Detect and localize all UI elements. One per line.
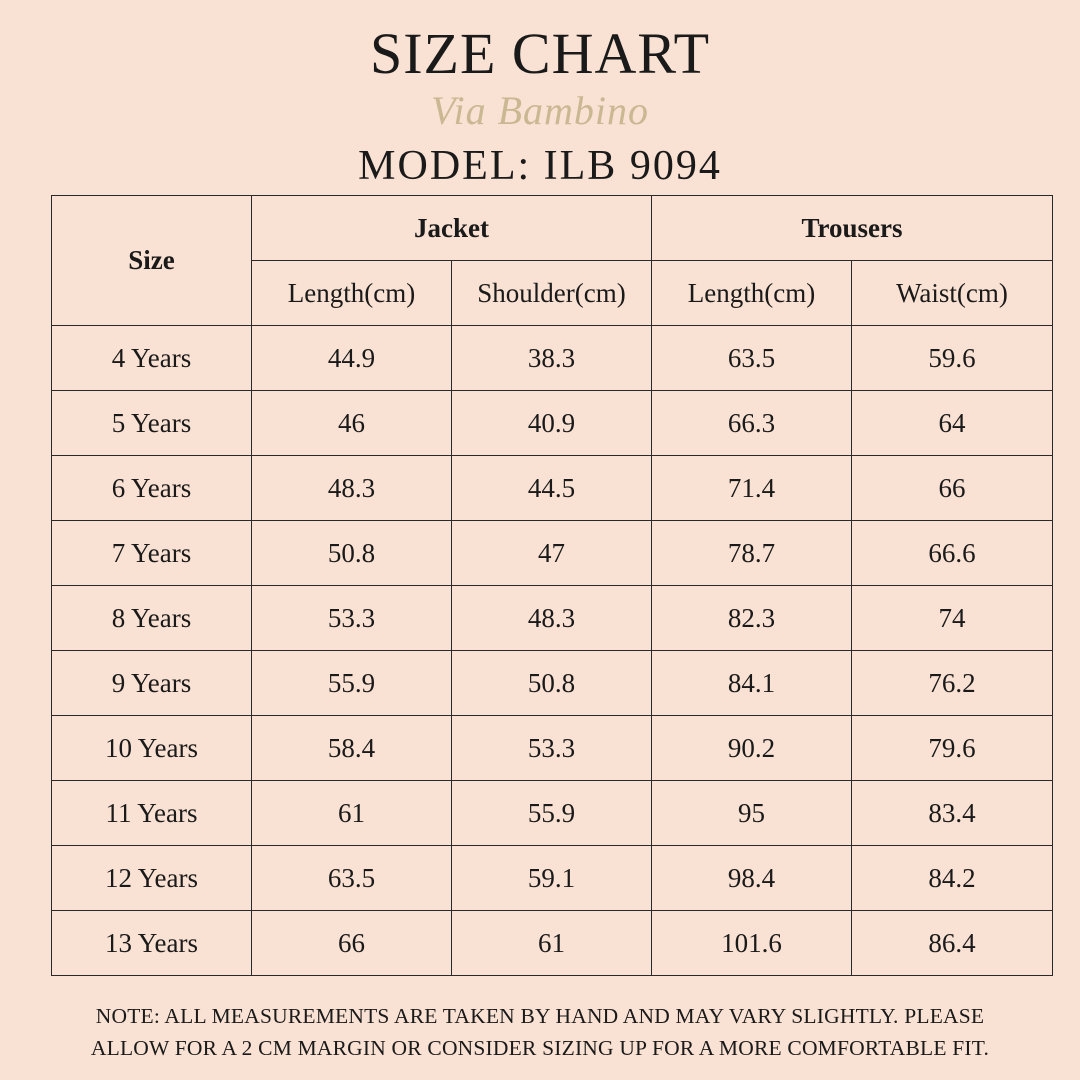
jacket-shoulder-cell: 61 bbox=[452, 911, 652, 976]
note-line-2: ALLOW FOR A 2 CM MARGIN OR CONSIDER SIZING UP FOR A MORE COMFORTABLE FIT. bbox=[90, 1036, 990, 1060]
jacket-length-cell: 46 bbox=[252, 391, 452, 456]
trousers-waist-cell: 86.4 bbox=[852, 911, 1053, 976]
jacket-group-header: Jacket bbox=[252, 196, 652, 261]
trousers-length-header: Length(cm) bbox=[652, 261, 852, 326]
size-cell: 13 Years bbox=[52, 911, 252, 976]
jacket-length-header: Length(cm) bbox=[252, 261, 452, 326]
size-cell: 4 Years bbox=[52, 326, 252, 391]
trousers-waist-cell: 83.4 bbox=[852, 781, 1053, 846]
trousers-waist-cell: 66.6 bbox=[852, 521, 1053, 586]
table-row bbox=[52, 391, 1053, 456]
table-row bbox=[52, 846, 1053, 911]
table-row bbox=[52, 781, 1053, 846]
brand-logo: Via Bambino bbox=[430, 88, 649, 133]
jacket-length-cell: 48.3 bbox=[252, 456, 452, 521]
model-number: MODEL: ILB 9094 bbox=[358, 143, 722, 189]
size-cell: 7 Years bbox=[52, 521, 252, 586]
jacket-shoulder-cell: 55.9 bbox=[452, 781, 652, 846]
table-header-row bbox=[52, 196, 1053, 261]
measurement-note bbox=[0, 1000, 1080, 1064]
size-cell: 11 Years bbox=[52, 781, 252, 846]
table-row bbox=[52, 911, 1053, 976]
trousers-length-cell: 98.4 bbox=[652, 846, 852, 911]
trousers-waist-cell: 66 bbox=[852, 456, 1053, 521]
jacket-length-cell: 44.9 bbox=[252, 326, 452, 391]
trousers-waist-cell: 64 bbox=[852, 391, 1053, 456]
jacket-length-cell: 58.4 bbox=[252, 716, 452, 781]
table-row bbox=[52, 651, 1053, 716]
size-table bbox=[51, 195, 1053, 976]
jacket-shoulder-header: Shoulder(cm) bbox=[452, 261, 652, 326]
trousers-length-cell: 66.3 bbox=[652, 391, 852, 456]
jacket-length-cell: 50.8 bbox=[252, 521, 452, 586]
jacket-shoulder-cell: 48.3 bbox=[452, 586, 652, 651]
size-cell: 8 Years bbox=[52, 586, 252, 651]
jacket-length-cell: 66 bbox=[252, 911, 452, 976]
trousers-waist-cell: 74 bbox=[852, 586, 1053, 651]
trousers-length-cell: 101.6 bbox=[652, 911, 852, 976]
jacket-shoulder-cell: 47 bbox=[452, 521, 652, 586]
trousers-waist-cell: 79.6 bbox=[852, 716, 1053, 781]
size-cell: 10 Years bbox=[52, 716, 252, 781]
trousers-waist-cell: 84.2 bbox=[852, 846, 1053, 911]
size-column-header: Size bbox=[52, 196, 252, 326]
jacket-length-cell: 61 bbox=[252, 781, 452, 846]
size-cell: 12 Years bbox=[52, 846, 252, 911]
table-row bbox=[52, 586, 1053, 651]
trousers-length-cell: 71.4 bbox=[652, 456, 852, 521]
jacket-shoulder-cell: 59.1 bbox=[452, 846, 652, 911]
table-row bbox=[52, 326, 1053, 391]
trousers-length-cell: 82.3 bbox=[652, 586, 852, 651]
jacket-length-cell: 63.5 bbox=[252, 846, 452, 911]
page-title: SIZE CHART bbox=[369, 21, 711, 86]
jacket-shoulder-cell: 53.3 bbox=[452, 716, 652, 781]
table-row bbox=[52, 521, 1053, 586]
jacket-shoulder-cell: 38.3 bbox=[452, 326, 652, 391]
trousers-length-cell: 84.1 bbox=[652, 651, 852, 716]
jacket-shoulder-cell: 40.9 bbox=[452, 391, 652, 456]
trousers-waist-cell: 59.6 bbox=[852, 326, 1053, 391]
jacket-shoulder-cell: 50.8 bbox=[452, 651, 652, 716]
trousers-length-cell: 95 bbox=[652, 781, 852, 846]
trousers-length-cell: 63.5 bbox=[652, 326, 852, 391]
jacket-length-cell: 55.9 bbox=[252, 651, 452, 716]
jacket-length-cell: 53.3 bbox=[252, 586, 452, 651]
table-row bbox=[52, 716, 1053, 781]
trousers-waist-header: Waist(cm) bbox=[852, 261, 1053, 326]
trousers-waist-cell: 76.2 bbox=[852, 651, 1053, 716]
table-row bbox=[52, 456, 1053, 521]
note-line-1: NOTE: ALL MEASUREMENTS ARE TAKEN BY HAND AND MAY VARY SLIGHTLY. PLEASE bbox=[95, 1004, 985, 1028]
size-cell: 9 Years bbox=[52, 651, 252, 716]
trousers-length-cell: 78.7 bbox=[652, 521, 852, 586]
trousers-length-cell: 90.2 bbox=[652, 716, 852, 781]
size-cell: 6 Years bbox=[52, 456, 252, 521]
jacket-shoulder-cell: 44.5 bbox=[452, 456, 652, 521]
trousers-group-header: Trousers bbox=[652, 196, 1053, 261]
size-cell: 5 Years bbox=[52, 391, 252, 456]
